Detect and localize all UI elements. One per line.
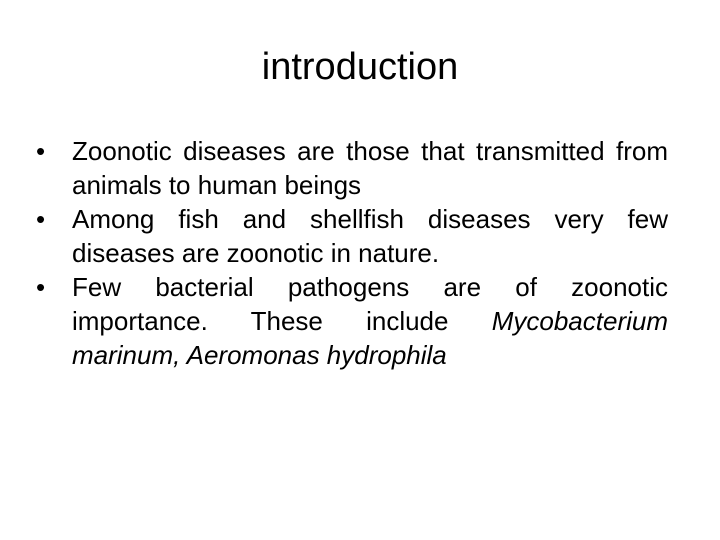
species-names: Mycobacterium marinum, Aeromonas hydrophila <box>72 306 668 370</box>
bullet-icon: • <box>36 204 46 234</box>
bullet-item-3 <box>36 270 668 372</box>
bullet-item-1 <box>36 134 668 202</box>
bullet-icon: • <box>36 272 46 302</box>
bullet-text: Zoonotic diseases are those that transmitted from animals to human beings <box>72 136 668 200</box>
slide-title: introduction <box>261 46 459 88</box>
bullet-text: Few bacterial pathogens are of zoonotic importance. These include <box>72 272 668 336</box>
bullet-item-2 <box>36 202 668 270</box>
bullet-text: Among fish and shellfish diseases very few diseases are zoonotic in nature. <box>72 204 668 268</box>
bullet-icon: • <box>36 136 46 166</box>
bullet-list <box>36 134 668 372</box>
